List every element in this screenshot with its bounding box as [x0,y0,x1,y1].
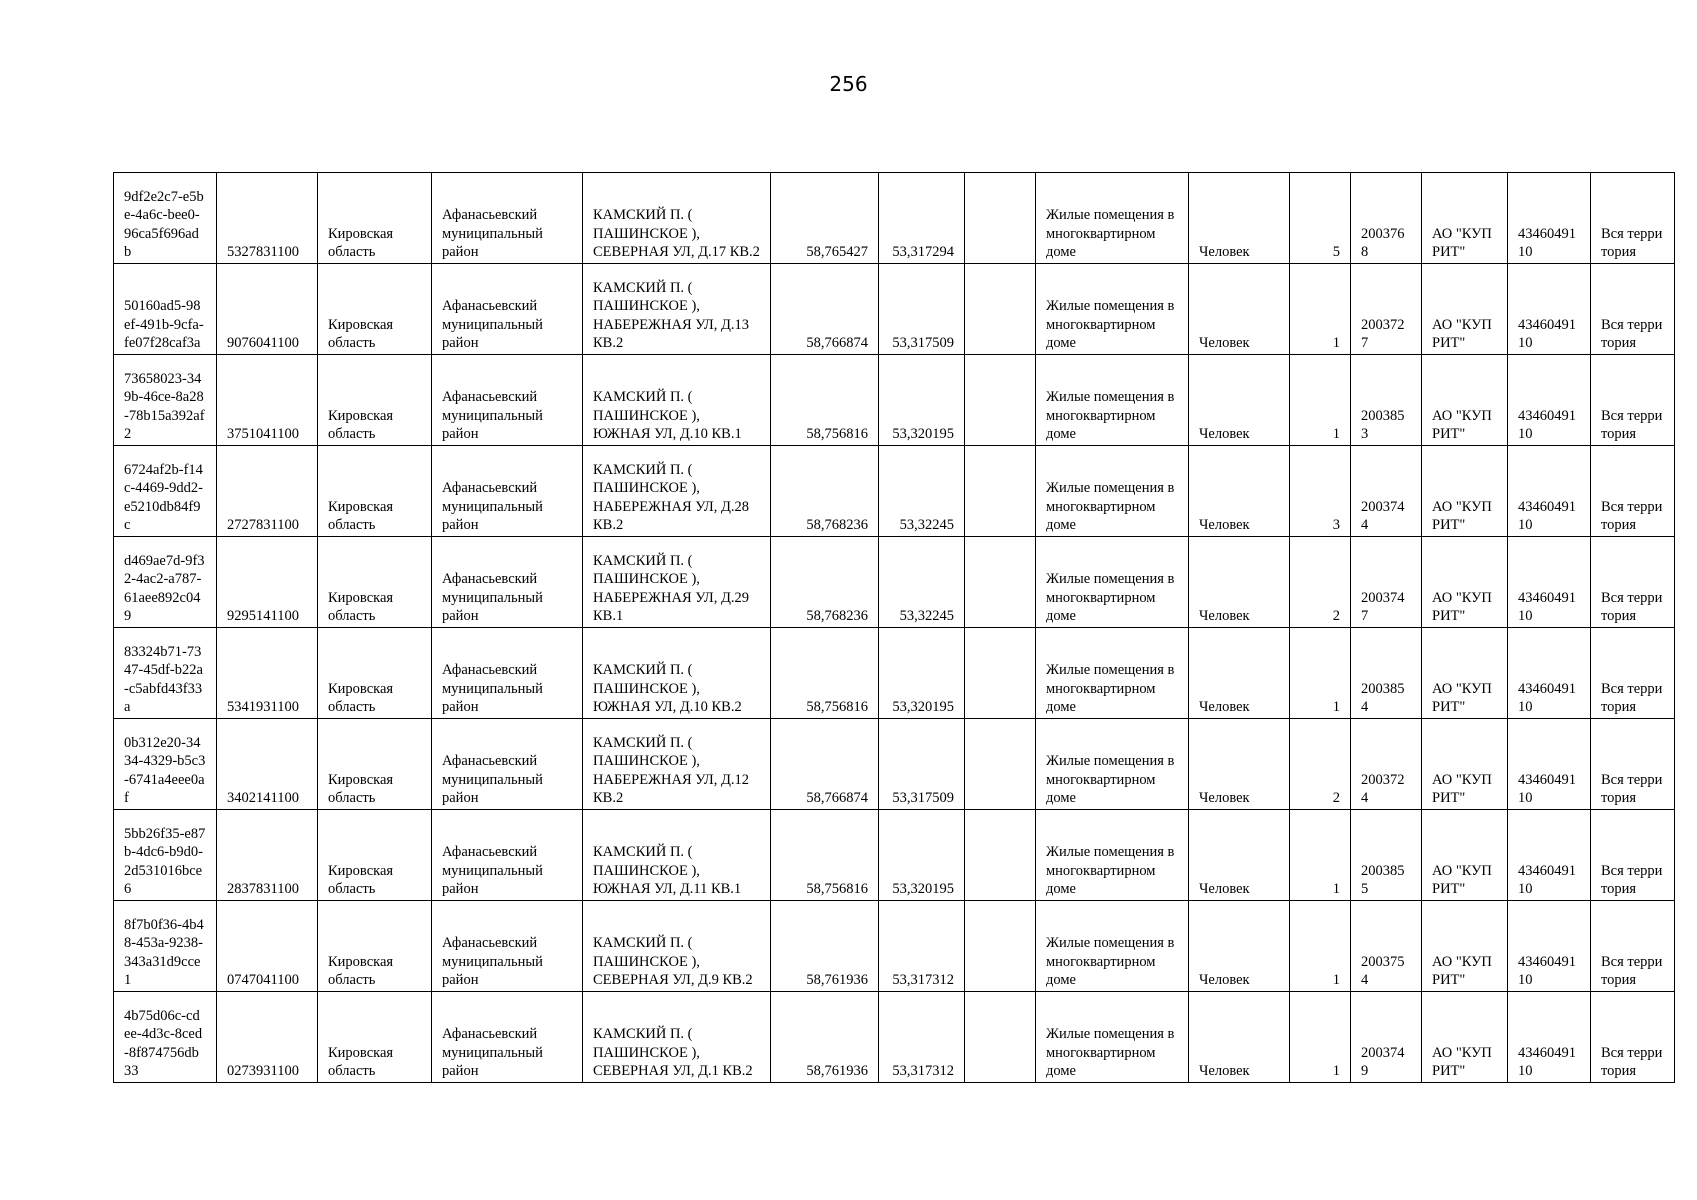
cell-longitude: 53,320195 [879,628,965,719]
cell-id: d469ae7d-9f32-4ac2-a787-61aee892c049 [114,537,217,628]
cell-inn: 4346049110 [1508,264,1591,355]
cell-territory: Вся территория [1591,992,1675,1083]
cell-longitude: 53,317294 [879,173,965,264]
cell-reference: 2003854 [1351,628,1422,719]
cell-longitude: 53,317509 [879,264,965,355]
table-row [114,173,1675,264]
cell-empty [965,628,1036,719]
cell-longitude: 53,317312 [879,901,965,992]
cell-operator: АО "КУПРИТ" [1422,628,1508,719]
table-row [114,810,1675,901]
cell-latitude: 58,766874 [771,264,879,355]
cell-district: Афанасьевский муниципальный район [432,446,583,537]
cell-code: 5341931100 [217,628,318,719]
cell-id: 4b75d06c-cdee-4d3c-8ced-8f874756db33 [114,992,217,1083]
cell-inn: 4346049110 [1508,355,1591,446]
cell-id: 83324b71-7347-45df-b22a-c5abfd43f33a [114,628,217,719]
cell-id: 6724af2b-f14c-4469-9dd2-e5210db84f9c [114,446,217,537]
cell-operator: АО "КУПРИТ" [1422,264,1508,355]
cell-object-type: Жилые помещения в многоквартирном доме [1036,810,1189,901]
cell-unit: Человек [1189,446,1290,537]
cell-latitude: 58,761936 [771,992,879,1083]
cell-operator: АО "КУПРИТ" [1422,810,1508,901]
cell-latitude: 58,765427 [771,173,879,264]
table-row [114,446,1675,537]
cell-region: Кировская область [318,992,432,1083]
cell-unit: Человек [1189,537,1290,628]
cell-region: Кировская область [318,537,432,628]
table-row [114,901,1675,992]
cell-inn: 4346049110 [1508,901,1591,992]
cell-region: Кировская область [318,810,432,901]
cell-id: 73658023-349b-46ce-8a28-78b15a392af2 [114,355,217,446]
cell-unit: Человек [1189,992,1290,1083]
cell-district: Афанасьевский муниципальный район [432,173,583,264]
cell-reference: 2003768 [1351,173,1422,264]
cell-operator: АО "КУПРИТ" [1422,992,1508,1083]
cell-empty [965,810,1036,901]
cell-reference: 2003744 [1351,446,1422,537]
cell-unit: Человек [1189,810,1290,901]
cell-empty [965,264,1036,355]
cell-district: Афанасьевский муниципальный район [432,264,583,355]
cell-inn: 4346049110 [1508,719,1591,810]
cell-empty [965,173,1036,264]
cell-latitude: 58,756816 [771,628,879,719]
cell-reference: 2003747 [1351,537,1422,628]
cell-count: 5 [1290,173,1351,264]
cell-unit: Человек [1189,901,1290,992]
cell-empty [965,901,1036,992]
cell-operator: АО "КУПРИТ" [1422,901,1508,992]
cell-address: КАМСКИЙ П. ( ПАШИНСКОЕ ), ЮЖНАЯ УЛ, Д.11 КВ.1 [583,810,771,901]
cell-longitude: 53,317312 [879,992,965,1083]
table-row [114,719,1675,810]
cell-address: КАМСКИЙ П. ( ПАШИНСКОЕ ), СЕВЕРНАЯ УЛ, Д.17 КВ.2 [583,173,771,264]
table-row [114,628,1675,719]
table-row [114,537,1675,628]
cell-object-type: Жилые помещения в многоквартирном доме [1036,355,1189,446]
cell-address: КАМСКИЙ П. ( ПАШИНСКОЕ ), НАБЕРЕЖНАЯ УЛ, Д.13 КВ.2 [583,264,771,355]
cell-object-type: Жилые помещения в многоквартирном доме [1036,173,1189,264]
cell-code: 0747041100 [217,901,318,992]
table-row [114,992,1675,1083]
cell-count: 1 [1290,810,1351,901]
cell-latitude: 58,766874 [771,719,879,810]
cell-territory: Вся территория [1591,628,1675,719]
cell-address: КАМСКИЙ П. ( ПАШИНСКОЕ ), НАБЕРЕЖНАЯ УЛ, Д.12 КВ.2 [583,719,771,810]
cell-unit: Человек [1189,355,1290,446]
cell-inn: 4346049110 [1508,537,1591,628]
cell-territory: Вся территория [1591,355,1675,446]
cell-inn: 4346049110 [1508,173,1591,264]
cell-object-type: Жилые помещения в многоквартирном доме [1036,628,1189,719]
cell-count: 1 [1290,628,1351,719]
page-number: 256 [829,72,868,96]
cell-reference: 2003749 [1351,992,1422,1083]
cell-code: 9295141100 [217,537,318,628]
cell-count: 1 [1290,264,1351,355]
cell-territory: Вся территория [1591,264,1675,355]
cell-latitude: 58,756816 [771,810,879,901]
cell-empty [965,446,1036,537]
cell-address: КАМСКИЙ П. ( ПАШИНСКОЕ ), СЕВЕРНАЯ УЛ, Д.1 КВ.2 [583,992,771,1083]
cell-reference: 2003754 [1351,901,1422,992]
cell-id: 50160ad5-98ef-491b-9cfa-fe07f28caf3a [114,264,217,355]
cell-object-type: Жилые помещения в многоквартирном доме [1036,719,1189,810]
cell-address: КАМСКИЙ П. ( ПАШИНСКОЕ ), ЮЖНАЯ УЛ, Д.10 КВ.2 [583,628,771,719]
cell-longitude: 53,32245 [879,446,965,537]
cell-object-type: Жилые помещения в многоквартирном доме [1036,992,1189,1083]
cell-empty [965,355,1036,446]
cell-district: Афанасьевский муниципальный район [432,628,583,719]
cell-territory: Вся территория [1591,719,1675,810]
cell-longitude: 53,320195 [879,810,965,901]
cell-longitude: 53,320195 [879,355,965,446]
cell-operator: АО "КУПРИТ" [1422,719,1508,810]
cell-unit: Человек [1189,628,1290,719]
cell-district: Афанасьевский муниципальный район [432,901,583,992]
cell-operator: АО "КУПРИТ" [1422,446,1508,537]
cell-territory: Вся территория [1591,537,1675,628]
cell-operator: АО "КУПРИТ" [1422,537,1508,628]
cell-region: Кировская область [318,446,432,537]
table-body [114,173,1675,1083]
cell-latitude: 58,761936 [771,901,879,992]
cell-latitude: 58,768236 [771,537,879,628]
cell-empty [965,537,1036,628]
cell-district: Афанасьевский муниципальный район [432,992,583,1083]
cell-region: Кировская область [318,719,432,810]
cell-address: КАМСКИЙ П. ( ПАШИНСКОЕ ), ЮЖНАЯ УЛ, Д.10 КВ.1 [583,355,771,446]
cell-object-type: Жилые помещения в многоквартирном доме [1036,446,1189,537]
cell-district: Афанасьевский муниципальный район [432,537,583,628]
cell-empty [965,992,1036,1083]
cell-object-type: Жилые помещения в многоквартирном доме [1036,264,1189,355]
cell-object-type: Жилые помещения в многоквартирном доме [1036,537,1189,628]
cell-count: 1 [1290,992,1351,1083]
cell-code: 5327831100 [217,173,318,264]
cell-code: 0273931100 [217,992,318,1083]
cell-region: Кировская область [318,264,432,355]
cell-id: 9df2e2c7-e5be-4a6c-bee0-96ca5f696adb [114,173,217,264]
cell-region: Кировская область [318,628,432,719]
cell-reference: 2003853 [1351,355,1422,446]
cell-address: КАМСКИЙ П. ( ПАШИНСКОЕ ), НАБЕРЕЖНАЯ УЛ, Д.29 КВ.1 [583,537,771,628]
cell-code: 3751041100 [217,355,318,446]
cell-district: Афанасьевский муниципальный район [432,719,583,810]
cell-operator: АО "КУПРИТ" [1422,173,1508,264]
cell-code: 9076041100 [217,264,318,355]
cell-count: 3 [1290,446,1351,537]
cell-territory: Вся территория [1591,446,1675,537]
cell-territory: Вся территория [1591,810,1675,901]
cell-count: 1 [1290,901,1351,992]
cell-unit: Человек [1189,264,1290,355]
table-row [114,355,1675,446]
cell-region: Кировская область [318,901,432,992]
cell-count: 2 [1290,719,1351,810]
cell-territory: Вся территория [1591,173,1675,264]
cell-unit: Человек [1189,173,1290,264]
cell-longitude: 53,32245 [879,537,965,628]
cell-territory: Вся территория [1591,901,1675,992]
cell-code: 2727831100 [217,446,318,537]
table-row [114,264,1675,355]
cell-id: 0b312e20-3434-4329-b5c3-6741a4eee0af [114,719,217,810]
cell-district: Афанасьевский муниципальный район [432,355,583,446]
cell-unit: Человек [1189,719,1290,810]
cell-count: 1 [1290,355,1351,446]
cell-code: 2837831100 [217,810,318,901]
cell-address: КАМСКИЙ П. ( ПАШИНСКОЕ ), НАБЕРЕЖНАЯ УЛ, Д.28 КВ.2 [583,446,771,537]
cell-region: Кировская область [318,355,432,446]
cell-inn: 4346049110 [1508,810,1591,901]
cell-reference: 2003727 [1351,264,1422,355]
cell-id: 8f7b0f36-4b48-453a-9238-343a31d9cce1 [114,901,217,992]
cell-operator: АО "КУПРИТ" [1422,355,1508,446]
cell-district: Афанасьевский муниципальный район [432,810,583,901]
cell-latitude: 58,768236 [771,446,879,537]
cell-id: 5bb26f35-e87b-4dc6-b9d0-2d531016bce6 [114,810,217,901]
cell-reference: 2003855 [1351,810,1422,901]
cell-inn: 4346049110 [1508,446,1591,537]
registry-table [113,172,1675,1083]
cell-region: Кировская область [318,173,432,264]
cell-empty [965,719,1036,810]
cell-longitude: 53,317509 [879,719,965,810]
cell-address: КАМСКИЙ П. ( ПАШИНСКОЕ ), СЕВЕРНАЯ УЛ, Д.9 КВ.2 [583,901,771,992]
cell-count: 2 [1290,537,1351,628]
cell-inn: 4346049110 [1508,992,1591,1083]
cell-code: 3402141100 [217,719,318,810]
cell-latitude: 58,756816 [771,355,879,446]
cell-reference: 2003724 [1351,719,1422,810]
cell-object-type: Жилые помещения в многоквартирном доме [1036,901,1189,992]
cell-inn: 4346049110 [1508,628,1591,719]
